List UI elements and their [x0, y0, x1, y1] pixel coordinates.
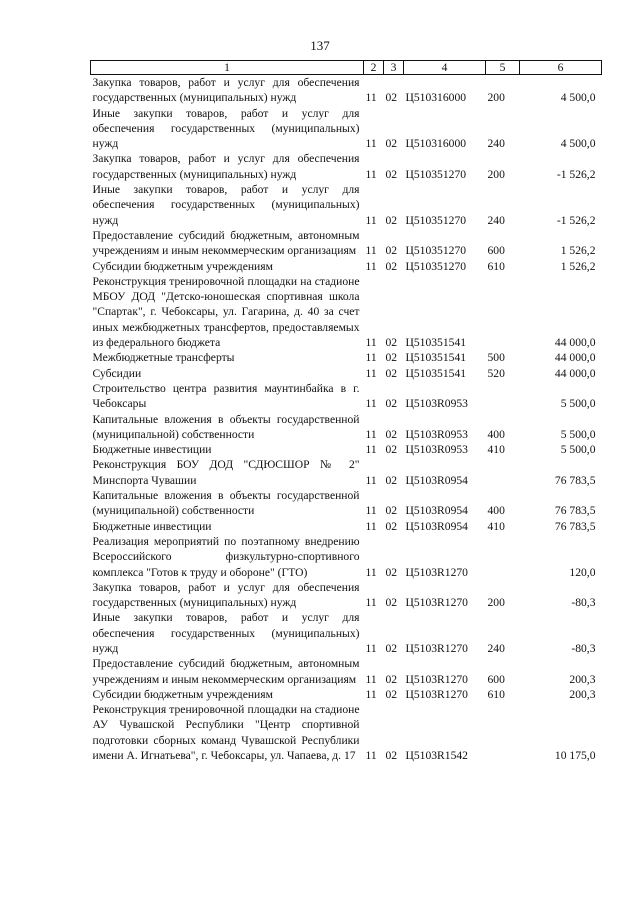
column-header: 4	[404, 61, 486, 75]
cell-sum: -1 526,2	[556, 213, 596, 227]
cell-name: Бюджетные инвестиции	[92, 519, 212, 533]
table-row	[91, 687, 602, 702]
cell-sum: -1 526,2	[556, 167, 596, 181]
cell-vr	[486, 702, 520, 763]
cell-csr: Ц5103R0954	[405, 504, 468, 518]
cell-csr: Ц510316000	[405, 91, 467, 105]
table-row	[91, 457, 602, 488]
cell-sum: 4 500,0	[560, 91, 596, 105]
cell-sum: 200,3	[569, 672, 596, 686]
cell-rz: 11	[365, 167, 377, 181]
cell-vr: 240	[487, 213, 505, 227]
column-header: 1	[91, 61, 364, 75]
cell-name: Капитальные вложения в объекты государственной (муниципальной) собственности	[92, 489, 360, 518]
cell-vr	[486, 534, 520, 580]
cell-csr: Ц510351541	[405, 336, 467, 350]
cell-rz: 11	[365, 351, 377, 365]
cell-sum: 44 000,0	[554, 366, 596, 380]
cell-sum: 120,0	[569, 565, 596, 579]
cell-pr: 02	[385, 687, 398, 701]
cell-rz: 11	[365, 473, 377, 487]
cell-sum: 76 783,5	[554, 519, 596, 533]
table-row	[91, 412, 602, 443]
cell-rz: 11	[365, 443, 377, 457]
cell-pr: 02	[385, 351, 398, 365]
cell-pr: 02	[385, 336, 398, 350]
cell-csr: Ц5103R1270	[405, 565, 468, 579]
cell-sum: 76 783,5	[554, 504, 596, 518]
cell-vr	[486, 457, 520, 488]
table-row	[91, 228, 602, 259]
cell-pr: 02	[385, 167, 398, 181]
table-row	[91, 259, 602, 274]
cell-csr: Ц510351541	[405, 366, 467, 380]
cell-pr: 02	[385, 672, 398, 686]
cell-sum: 10 175,0	[554, 749, 596, 763]
cell-pr: 02	[385, 213, 398, 227]
cell-csr: Ц510316000	[405, 137, 467, 151]
cell-pr: 02	[385, 259, 398, 273]
table-row	[91, 580, 602, 611]
cell-vr: 400	[487, 427, 505, 441]
cell-vr: 610	[487, 687, 505, 701]
cell-name: Иные закупки товаров, работ и услуг для обеспечения государственных (муниципальных) нужд	[92, 106, 360, 151]
cell-pr: 02	[385, 504, 398, 518]
table-row	[91, 702, 602, 763]
table-header-row	[91, 61, 602, 75]
cell-csr: Ц510351270	[405, 244, 467, 258]
cell-vr: 200	[487, 91, 505, 105]
cell-sum: 4 500,0	[560, 137, 596, 151]
cell-rz: 11	[365, 213, 377, 227]
cell-vr: 410	[487, 519, 505, 533]
cell-rz: 11	[365, 596, 377, 610]
table-row	[91, 610, 602, 656]
cell-csr: Ц5103R1270	[405, 687, 468, 701]
cell-rz: 11	[365, 91, 377, 105]
cell-rz: 11	[365, 336, 377, 350]
cell-name: Субсидии бюджетным учреждениям	[92, 259, 273, 273]
table-row	[91, 488, 602, 519]
cell-name: Закупка товаров, работ и услуг для обеспечения государственных (муниципальных) нужд	[92, 152, 360, 181]
cell-csr: Ц5103R1270	[405, 641, 468, 655]
cell-pr: 02	[385, 749, 398, 763]
column-header: 2	[364, 61, 384, 75]
cell-csr: Ц510351270	[405, 259, 467, 273]
cell-sum: 1 526,2	[560, 259, 596, 273]
cell-vr: 240	[487, 641, 505, 655]
cell-sum: 76 783,5	[554, 473, 596, 487]
cell-pr: 02	[385, 137, 398, 151]
cell-sum: 5 500,0	[560, 443, 596, 457]
cell-csr: Ц510351270	[405, 213, 467, 227]
cell-pr: 02	[385, 397, 398, 411]
cell-vr: 610	[487, 259, 505, 273]
cell-name: Реконструкция тренировочной площадки на стадионе АУ Чувашской Республики "Центр спортивной подготовки сборных команд Чувашской Республики имени А. Игнатьева", г. Чебоксары, ул. Чапаева, д. 17	[92, 703, 360, 763]
cell-sum: -80,3	[571, 596, 596, 610]
cell-name: Субсидии	[92, 366, 142, 380]
cell-rz: 11	[365, 259, 377, 273]
cell-rz: 11	[365, 672, 377, 686]
table-row	[91, 274, 602, 350]
cell-csr: Ц5103R0953	[405, 443, 468, 457]
cell-vr: 200	[487, 596, 505, 610]
cell-sum: 1 526,2	[560, 244, 596, 258]
cell-pr: 02	[385, 91, 398, 105]
cell-rz: 11	[365, 397, 377, 411]
cell-vr: 240	[487, 137, 505, 151]
cell-rz: 11	[365, 519, 377, 533]
table-row	[91, 106, 602, 152]
cell-rz: 11	[365, 565, 377, 579]
cell-vr: 200	[487, 167, 505, 181]
budget-table	[90, 60, 602, 763]
cell-csr: Ц5103R1542	[405, 749, 468, 763]
cell-rz: 11	[365, 749, 377, 763]
cell-pr: 02	[385, 519, 398, 533]
column-header: 5	[486, 61, 520, 75]
table-row	[91, 366, 602, 381]
cell-rz: 11	[365, 641, 377, 655]
cell-rz: 11	[365, 427, 377, 441]
cell-csr: Ц5103R0954	[405, 519, 468, 533]
table-row	[91, 151, 602, 182]
cell-name: Реконструкция БОУ ДОД "СДЮСШОР № 2" Минспорта Чувашии	[92, 458, 360, 487]
cell-name: Субсидии бюджетным учреждениям	[92, 687, 273, 701]
cell-csr: Ц5103R1270	[405, 596, 468, 610]
cell-name: Закупка товаров, работ и услуг для обеспечения государственных (муниципальных) нужд	[92, 580, 360, 610]
cell-name: Предоставление субсидий бюджетным, автономным учреждениям и иным некоммерческим организациям	[92, 657, 360, 686]
cell-rz: 11	[365, 366, 377, 380]
table-row	[91, 534, 602, 580]
cell-pr: 02	[385, 565, 398, 579]
cell-vr	[486, 274, 520, 350]
cell-csr: Ц5103R0953	[405, 397, 468, 411]
table-row	[91, 75, 602, 106]
cell-rz: 11	[365, 504, 377, 518]
table-row	[91, 519, 602, 534]
cell-vr	[486, 381, 520, 412]
cell-sum: -80,3	[571, 641, 596, 655]
cell-name: Капитальные вложения в объекты государственной (муниципальной) собственности	[92, 412, 360, 441]
cell-rz: 11	[365, 687, 377, 701]
cell-name: Закупка товаров, работ и услуг для обеспечения государственных (муниципальных) нужд	[92, 76, 360, 105]
cell-vr: 400	[487, 504, 505, 518]
cell-name: Реконструкция тренировочной площадки на стадионе МБОУ ДОД "Детско-юношеская спортивная школа "Спартак", г. Чебоксары, ул. Гагарина, д. 40 за счет иных межбюджетных трансфертов, предоставляемых из федерального бюджета	[92, 274, 360, 350]
cell-sum: 5 500,0	[560, 427, 596, 441]
cell-name: Предоставление субсидий бюджетным, автономным учреждениям и иным некоммерческим организациям	[92, 228, 360, 258]
cell-name: Межбюджетные трансферты	[92, 351, 235, 365]
cell-name: Иные закупки товаров, работ и услуг для обеспечения государственных (муниципальных) нужд	[92, 183, 360, 227]
cell-sum: 200,3	[569, 687, 596, 701]
cell-pr: 02	[385, 473, 398, 487]
page-number: 137	[310, 38, 330, 53]
table-row	[91, 442, 602, 457]
table-row	[91, 381, 602, 412]
column-header: 3	[384, 61, 404, 75]
cell-name: Строительство центра развития маунтинбайка в г. Чебоксары	[92, 381, 360, 411]
cell-pr: 02	[385, 427, 398, 441]
cell-rz: 11	[365, 244, 377, 258]
cell-pr: 02	[385, 366, 398, 380]
cell-csr: Ц5103R1270	[405, 672, 468, 686]
cell-vr: 410	[487, 443, 505, 457]
cell-sum: 44 000,0	[554, 351, 596, 365]
table-row	[91, 182, 602, 228]
cell-csr: Ц5103R0953	[405, 427, 468, 441]
cell-name: Реализация мероприятий по поэтапному внедрению Всероссийского физкультурно-спортивного комплекса "Готов к труду и обороне" (ГТО)	[92, 534, 360, 579]
cell-rz: 11	[365, 137, 377, 151]
table-row	[91, 656, 602, 687]
cell-sum: 5 500,0	[560, 397, 596, 411]
cell-pr: 02	[385, 641, 398, 655]
cell-pr: 02	[385, 596, 398, 610]
cell-name: Бюджетные инвестиции	[92, 443, 212, 457]
cell-csr: Ц510351270	[405, 167, 467, 181]
cell-pr: 02	[385, 244, 398, 258]
table-row	[91, 350, 602, 365]
cell-vr: 600	[487, 244, 505, 258]
cell-csr: Ц5103R0954	[405, 473, 468, 487]
cell-vr: 520	[487, 366, 505, 380]
cell-csr: Ц510351541	[405, 351, 467, 365]
column-header: 6	[520, 61, 602, 75]
cell-vr: 500	[487, 351, 505, 365]
cell-sum: 44 000,0	[554, 336, 596, 350]
cell-name: Иные закупки товаров, работ и услуг для обеспечения государственных (муниципальных) нужд	[92, 611, 360, 655]
cell-pr: 02	[385, 443, 398, 457]
cell-vr: 600	[487, 672, 505, 686]
